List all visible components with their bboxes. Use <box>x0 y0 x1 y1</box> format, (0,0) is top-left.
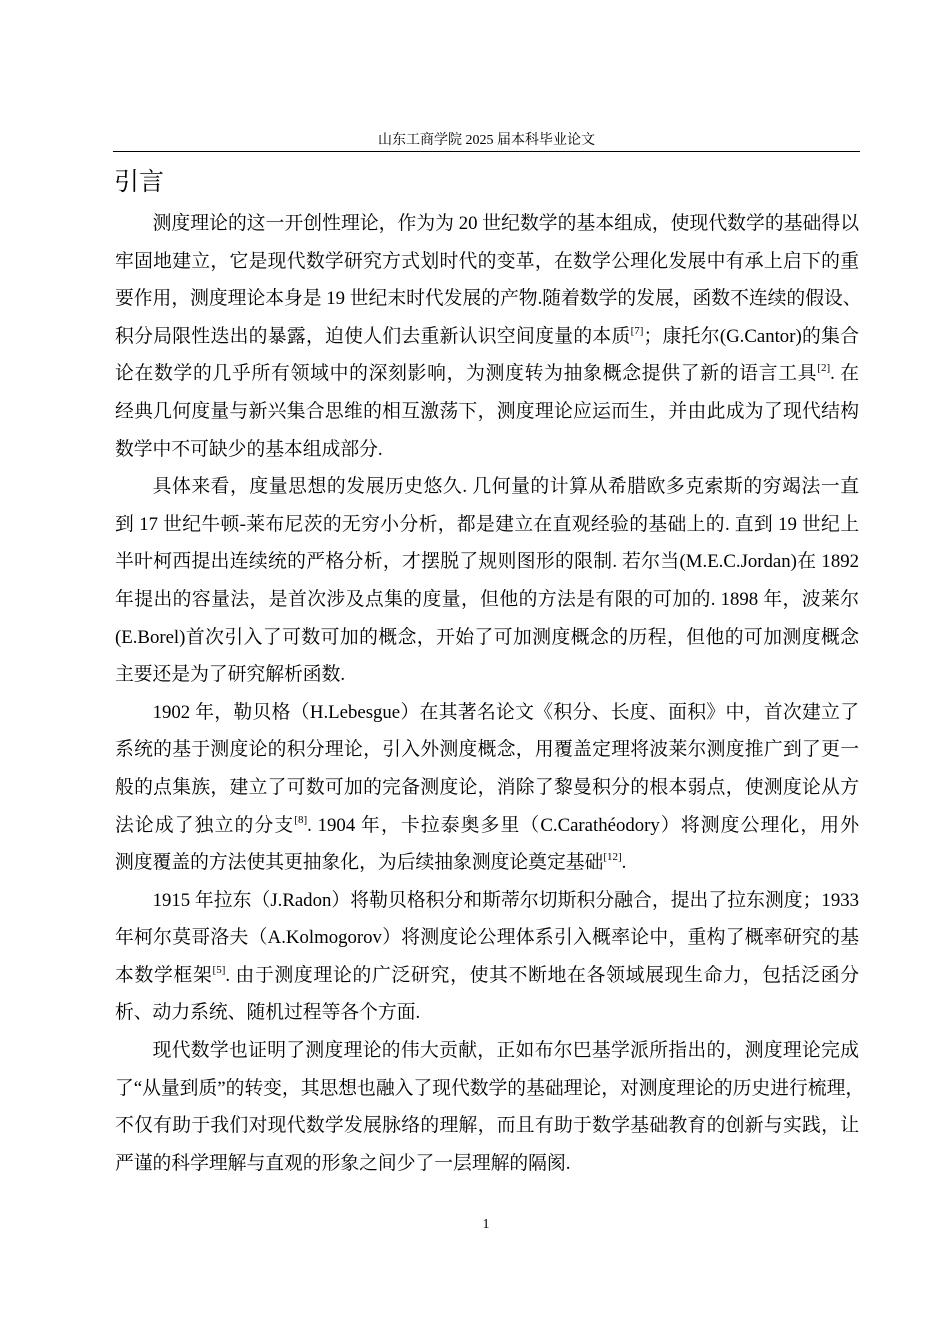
text-segment: 半叶柯西提出连续统的严格分析，才摆脱了规则图形的限制. 若尔当(M.E.C.Jordan)在 1892 <box>115 551 859 573</box>
text-line <box>115 957 859 995</box>
body-text <box>115 205 865 1182</box>
text-line <box>115 431 859 469</box>
text-segment: 要作用，测度理论本身是 19 世纪末时代发展的产物.随着数学的发展，函数不连续的假设、 <box>115 288 862 310</box>
text-line <box>115 1070 865 1108</box>
text-segment: 1915 年拉东（J.Radon）将勒贝格积分和斯蒂尔切斯积分融合，提出了拉东测度；1933 <box>152 889 859 911</box>
text-line <box>115 1107 859 1145</box>
text-line <box>115 280 862 318</box>
text-segment: . <box>621 852 627 874</box>
text-line <box>115 844 859 882</box>
text-segment: 了“从量到质”的转变，其思想也融入了现代数学的基础理论，对测度理论的历史进行梳理， <box>115 1077 865 1099</box>
text-segment: 积分局限性迭出的暴露，迫使人们去重新认识空间度量的本质 <box>115 325 631 347</box>
text-segment: 法论成了独立的分支 <box>115 814 295 836</box>
text-segment: ；康托尔(G.Cantor)的集合 <box>643 325 859 347</box>
text-line <box>115 506 859 544</box>
text-segment: (E.Borel)首次引入了可数可加的概念，开始了可加测度概念的历程，但他的可加测度概念 <box>115 626 859 648</box>
text-segment: 年柯尔莫哥洛夫（A.Kolmogorov）将测度论公理体系引入概率论中，重构了概率研究的基 <box>115 927 859 949</box>
citation-marker: [12] <box>603 851 622 864</box>
text-line <box>115 619 859 657</box>
text-segment: 本数学框架 <box>115 964 213 986</box>
text-line <box>115 393 859 431</box>
paragraph <box>115 1032 865 1182</box>
text-line <box>115 581 859 619</box>
text-segment: 析、动力系统、随机过程等各个方面. <box>115 1002 421 1024</box>
citation-marker: [5] <box>212 963 226 976</box>
paragraph <box>115 882 859 1032</box>
text-segment: 数学中不可缺少的基本组成部分. <box>115 438 383 460</box>
text-segment: 论在数学的几乎所有领域中的深刻影响，为测度转为抽象概念提供了新的语言工具 <box>115 363 818 385</box>
text-segment: . 由于测度理论的广泛研究，使其不断地在各领域展现生命力，包括泛函分 <box>225 964 860 986</box>
page-number: 1 <box>482 1217 490 1232</box>
text-segment: . 在 <box>830 363 860 385</box>
text-line <box>115 1145 859 1183</box>
paragraph <box>115 468 859 694</box>
text-line <box>115 994 859 1032</box>
text-segment: 具体来看，度量思想的发展历史悠久. 几何量的计算从希腊欧多克索斯的穷竭法一直 <box>152 476 859 498</box>
text-segment: 现代数学也证明了测度理论的伟大贡献，正如布尔巴基学派所指出的，测度理论完成 <box>152 1040 859 1062</box>
text-segment: 1902 年，勒贝格（H.Lebesgue）在其著名论文《积分、长度、面积》中，首次建立了 <box>152 701 859 723</box>
text-segment: 年提出的容量法，是首次涉及点集的度量，但他的方法是有限的可加的. 1898 年，波莱尔 <box>115 588 859 610</box>
text-line <box>115 919 859 957</box>
text-line <box>115 468 859 506</box>
text-segment: 不仅有助于我们对现代数学发展脉络的理解，而且有助于数学基础教育的创新与实践，让 <box>115 1115 859 1137</box>
text-line <box>115 355 859 393</box>
text-line <box>115 882 859 920</box>
text-line <box>115 656 859 694</box>
text-line <box>115 205 859 243</box>
text-segment: 严谨的科学理解与直观的形象之间少了一层理解的隔阂. <box>115 1152 571 1174</box>
running-header: 山东工商学院 2025 届本科毕业论文 <box>378 133 595 148</box>
text-segment: 测度理论的这一开创性理论，作为为 20 世纪数学的基本组成，使现代数学的基础得以 <box>152 213 859 234</box>
text-line <box>115 318 859 356</box>
text-segment: 经典几何度量与新兴集合思维的相互激荡下，测度理论应运而生，并由此成为了现代结构 <box>115 400 859 422</box>
text-segment: 主要还是为了研究解析函数. <box>115 664 346 686</box>
text-line <box>115 769 859 807</box>
text-segment: 牢固地建立，它是现代数学研究方式划时代的变革，在数学公理化发展中有承上启下的重 <box>115 250 859 272</box>
citation-marker: [2] <box>817 362 831 375</box>
text-line <box>115 694 859 732</box>
citation-marker: [7] <box>630 324 644 337</box>
section-heading: 引言 <box>114 167 165 196</box>
text-line <box>115 1032 859 1070</box>
paragraph <box>115 205 862 468</box>
text-line <box>115 731 859 769</box>
paragraph <box>115 694 859 882</box>
text-segment: 到 17 世纪牛顿-莱布尼茨的无穷小分析，都是建立在直观经验的基础上的. 直到 19 世纪上 <box>115 513 859 535</box>
text-line <box>115 243 859 281</box>
text-line <box>115 807 859 845</box>
text-line <box>115 543 859 581</box>
citation-marker: [8] <box>294 813 308 826</box>
text-segment: 般的点集族，建立了可数可加的完备测度论，消除了黎曼积分的根本弱点，使测度论从方 <box>115 776 859 798</box>
text-segment: 测度覆盖的方法使其更抽象化，为后续抽象测度论奠定基础 <box>115 852 604 874</box>
header-rule <box>113 151 860 152</box>
text-segment: . 1904 年，卡拉泰奥多里（C.Carathéodory）将测度公理化，用外 <box>307 814 859 836</box>
text-segment: 系统的基于测度论的积分理论，引入外测度概念，用覆盖定理将波莱尔测度推广到了更一 <box>115 739 859 761</box>
